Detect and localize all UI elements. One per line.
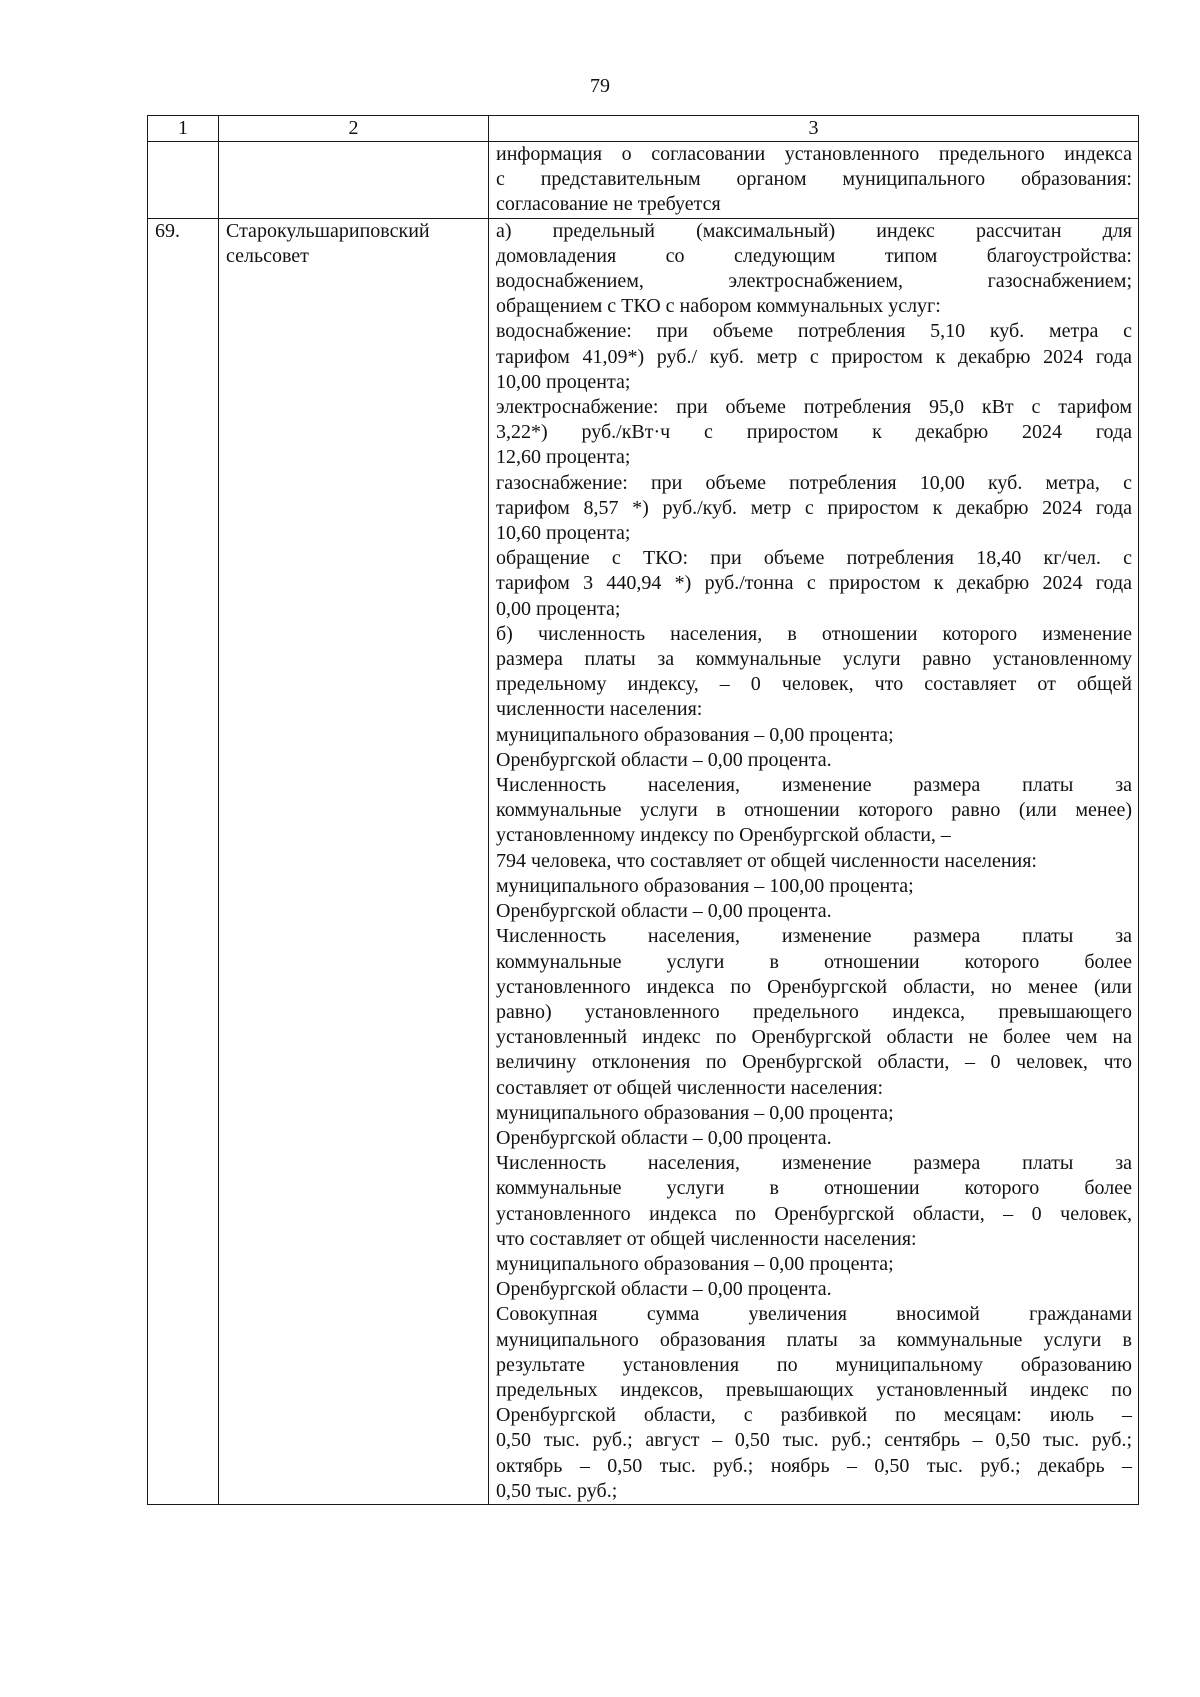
text-line: тарифом 3 440,94 *) руб./тонна с приростом к декабрю 2024 года xyxy=(496,572,1132,595)
continuation-cell-2 xyxy=(219,142,489,219)
text-line: установленного индекса по Оренбургской области, но менее (или xyxy=(496,975,1132,998)
text-line: Численность населения, изменение размера платы за xyxy=(496,774,1132,797)
text-line: установленного индекса по Оренбургской области, – 0 человек, xyxy=(496,1202,1132,1225)
table-header-row xyxy=(148,116,1139,142)
text-line: коммунальные услуги в отношении которого более xyxy=(496,1177,1132,1200)
column-header-3: 3 xyxy=(489,116,1139,142)
text-line: предельных индексов, превышающих установленный индекс по xyxy=(496,1378,1132,1401)
text-line: что составляет от общей численности населения: xyxy=(496,1227,917,1250)
text-line: 12,60 процента; xyxy=(496,446,631,469)
text-line: б) численность населения, в отношении которого изменение xyxy=(496,622,1132,645)
text-line: равно) установленного предельного индекса, превышающего xyxy=(496,1000,1132,1023)
column-header-1: 1 xyxy=(148,116,219,142)
continuation-row xyxy=(148,142,1139,219)
text-line: обращением с ТКО с набором коммунальных услуг: xyxy=(496,295,941,318)
text-line: 3,22*) руб./кВт·ч с приростом к декабрю 2024 года xyxy=(496,421,1132,444)
text-line: октябрь – 0,50 тыс. руб.; ноябрь – 0,50 тыс. руб.; декабрь – xyxy=(496,1454,1132,1477)
text-line: установленному индексу по Оренбургской области, – xyxy=(496,824,951,847)
text-line: Оренбургской области, с разбивкой по месяцам: июль – xyxy=(496,1404,1132,1427)
text-line: домовладения со следующим типом благоустройства: xyxy=(496,244,1132,267)
text-line: коммунальные услуги в отношении которого более xyxy=(496,950,1132,973)
text-line: Совокупная сумма увеличения вносимой гражданами xyxy=(496,1303,1132,1326)
text-line: согласование не требуется xyxy=(496,193,721,216)
table-row xyxy=(148,218,1139,1504)
text-line: Численность населения, изменение размера платы за xyxy=(496,925,1132,948)
document-table xyxy=(147,115,1139,1505)
text-line: муниципального образования – 0,00 процента; xyxy=(496,1101,894,1124)
text-line: Оренбургской области – 0,00 процента. xyxy=(496,748,832,771)
text-line: водоснабжение: при объеме потребления 5,10 куб. метра с xyxy=(496,320,1132,343)
text-line: составляет от общей численности населения: xyxy=(496,1076,884,1099)
text-line: муниципального образования – 0,00 процента; xyxy=(496,1252,894,1275)
continuation-text-cell xyxy=(489,142,1139,219)
text-line: обращение с ТКО: при объеме потребления 18,40 кг/чел. с xyxy=(496,547,1132,570)
municipality-name-line: сельсовет xyxy=(226,244,309,267)
text-line: численности населения: xyxy=(496,698,703,721)
text-line: а) предельный (максимальный) индекс рассчитан для xyxy=(496,219,1132,242)
text-line: электроснабжение: при объеме потребления 95,0 кВт с тарифом xyxy=(496,396,1132,419)
text-line: Оренбургской области – 0,00 процента. xyxy=(496,900,832,923)
text-line: предельному индексу, – 0 человек, что составляет от общей xyxy=(496,673,1132,696)
text-line: 0,50 тыс. руб.; xyxy=(496,1479,618,1502)
text-line: Численность населения, изменение размера платы за xyxy=(496,1152,1132,1175)
text-line: тарифом 41,09*) руб./ куб. метр с приростом к декабрю 2024 года xyxy=(496,345,1132,368)
text-line: 0,50 тыс. руб.; август – 0,50 тыс. руб.; сентябрь – 0,50 тыс. руб.; xyxy=(496,1429,1132,1452)
text-line: установленный индекс по Оренбургской области не более чем на xyxy=(496,1026,1132,1049)
column-header-2: 2 xyxy=(219,116,489,142)
text-line: информация о согласовании установленного предельного индекса xyxy=(496,143,1132,165)
text-line: 0,00 процента; xyxy=(496,597,621,620)
text-line: Оренбургской области – 0,00 процента. xyxy=(496,1126,832,1149)
text-line: муниципального образования – 0,00 процента; xyxy=(496,723,894,746)
municipality-name xyxy=(219,218,489,1504)
page-number: 79 xyxy=(590,75,610,97)
text-line: тарифом 8,57 *) руб./куб. метр с приростом к декабрю 2024 года xyxy=(496,496,1132,519)
text-line: размера платы за коммунальные услуги равно установленному xyxy=(496,648,1132,671)
text-line: с представительным органом муниципального образования: xyxy=(496,168,1132,191)
text-line: величину отклонения по Оренбургской области, – 0 человек, что xyxy=(496,1051,1132,1074)
row-number: 69. xyxy=(148,218,219,1504)
text-line: 10,00 процента; xyxy=(496,370,631,393)
text-line: муниципального образования – 100,00 процента; xyxy=(496,874,914,897)
text-line: Оренбургской области – 0,00 процента. xyxy=(496,1278,832,1301)
details-text-cell xyxy=(489,218,1139,1504)
text-line: коммунальные услуги в отношении которого равно (или менее) xyxy=(496,799,1132,822)
text-line: муниципального образования платы за коммунальные услуги в xyxy=(496,1328,1132,1351)
municipality-name-line: Старокульшариповский xyxy=(226,219,430,242)
text-line: 10,60 процента; xyxy=(496,522,631,545)
text-line: водоснабжением, электроснабжением, газоснабжением; xyxy=(496,270,1132,293)
text-line: результате установления по муниципальному образованию xyxy=(496,1353,1132,1376)
continuation-cell-1 xyxy=(148,142,219,219)
text-line: газоснабжение: при объеме потребления 10,00 куб. метра, с xyxy=(496,471,1132,494)
text-line: 794 человека, что составляет от общей численности населения: xyxy=(496,849,1037,872)
